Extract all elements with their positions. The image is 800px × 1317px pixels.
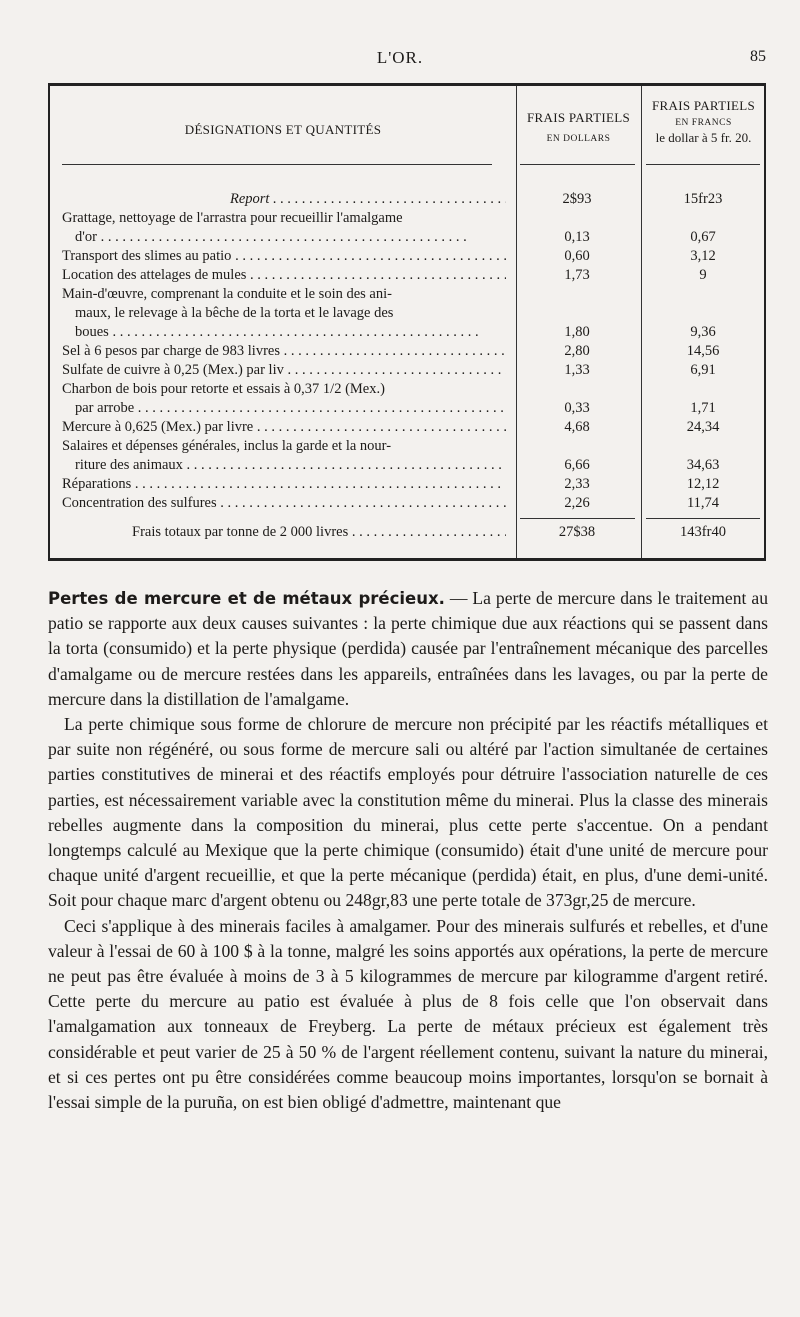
paragraph: Ceci s'applique à des minerais faciles à amalgamer. Pour des minerais sulfurés et rebelles, et d'une valeur à l'essai de 60 à 100 $ à la tonne, malgré les soins apportés aux opérations, la perte de mercure ne peut pas être évaluée à moins de 3 à 5 kilogrammes de mercure par kilogramme d'argent retiré. Cette perte du mercure au patio est évaluée à plus de 8 fois celle que l'on observait dans l'amalgamation aux tonneaux de Freyberg. La perte de métaux précieux est également très considérable et peut varier de 25 à 50 % de l'argent réellement contenu, suivant la nature du minerai, et si ces pertes ont pu être considérées comme beaucoup moins importantes, lorsqu'on se bornait à l'essai simple de la puruña, on est bien obligé d'admettre, maintenant que [48, 915, 768, 1113]
table-row: Sulfate de cuivre à 0,25 (Mex.) par liv . . . 1,33 6,91 [62, 361, 766, 380]
paragraph: La perte chimique sous forme de chlorure de mercure non précipité par les réactifs métalliques et par suite non régénéré, ou sous forme de mercure sali ou altéré par l'action simultanée de certaines parties constitutives de minerai et des réactifs employés pour détruire l'association naturelle de ces parties, est nécessairement variable avec la constitution même du minerai. Plus la classe des minerais rebelles augmente dans la composition du minerai, plus cette perte s'accentue. On a pendant longtemps calculé au Mexique que la perte chimique (consumido) était d'une unité de mercure pour chaque unité d'argent recueillie, et que la perte mécanique (perdida) était, en plus, d'une demi-unité. Soit pour chaque marc d'argent obtenu ou 248gr,83 une perte totale de 373gr,25 de mercure. [48, 714, 768, 911]
table-row: Sel à 6 pesos par charge de 983 livres . . . 2,80 14,56 [62, 342, 766, 361]
table-row: Location des attelages de mules . . . 1,73 9 [62, 266, 766, 285]
table-body [62, 190, 766, 542]
table-row: Réparations . . . 2,33 12,12 [62, 475, 766, 494]
column-header-francs: FRAIS PARTIELS EN FRANCS le dollar à 5 fr. 20. [652, 98, 755, 145]
table-row: Grattage, nettoyage de l'arrastra pour recueillir l'amalgame d'or . . . 0,13 0,67 [62, 209, 766, 247]
section-heading: Pertes de mercure et de métaux précieux. [48, 589, 445, 608]
table-row: Concentration des sulfures . . . 2,26 11,74 [62, 494, 766, 513]
table-row: Main-d'œuvre, comprenant la conduite et le soin des ani- maux, le relevage à la bêche de la torta et le lavage des boues . . . 1,80 9,36 [62, 285, 766, 342]
column-header-dollars: FRAIS PARTIELS EN DOLLARS [527, 110, 630, 144]
page-number: 85 [750, 48, 766, 65]
column-header-designation: DÉSIGNATIONS ET QUANTITÉS [184, 122, 382, 137]
table-row: Charbon de bois pour retorte et essais à 0,37 1/2 (Mex.) par arrobe . . . 0,33 1,71 [62, 380, 766, 418]
table-row: Report . . . 2$93 15fr23 [62, 190, 766, 209]
body-text [48, 586, 768, 1115]
running-title: L'OR. [376, 48, 424, 67]
table-row: Transport des slimes au patio . . . 0,60 3,12 [62, 247, 766, 266]
table-total-row: Frais totaux par tonne de 2 000 livres . . . 27$38 143fr40 [62, 523, 766, 542]
cost-table [48, 83, 766, 561]
table-row: Salaires et dépenses générales, inclus la garde et la nour- riture des animaux . . . 6,66 34,63 [62, 437, 766, 475]
table-row: Mercure à 0,625 (Mex.) par livre . . . 4,68 24,34 [62, 418, 766, 437]
paragraph: Pertes de mercure et de métaux précieux. — La perte de mercure dans le traitement au patio se rapporte aux deux causes suivantes : la perte chimique due aux réactions qui se passent dans la torta (consumido) et la perte physique (perdida) causée par l'entraînement mécanique des parcelles d'amalgame ou de mercure restées dans les appareils, entraînées dans les lavages, ou par la perte de mercure dans la distillation de l'amalgame. [48, 588, 768, 709]
